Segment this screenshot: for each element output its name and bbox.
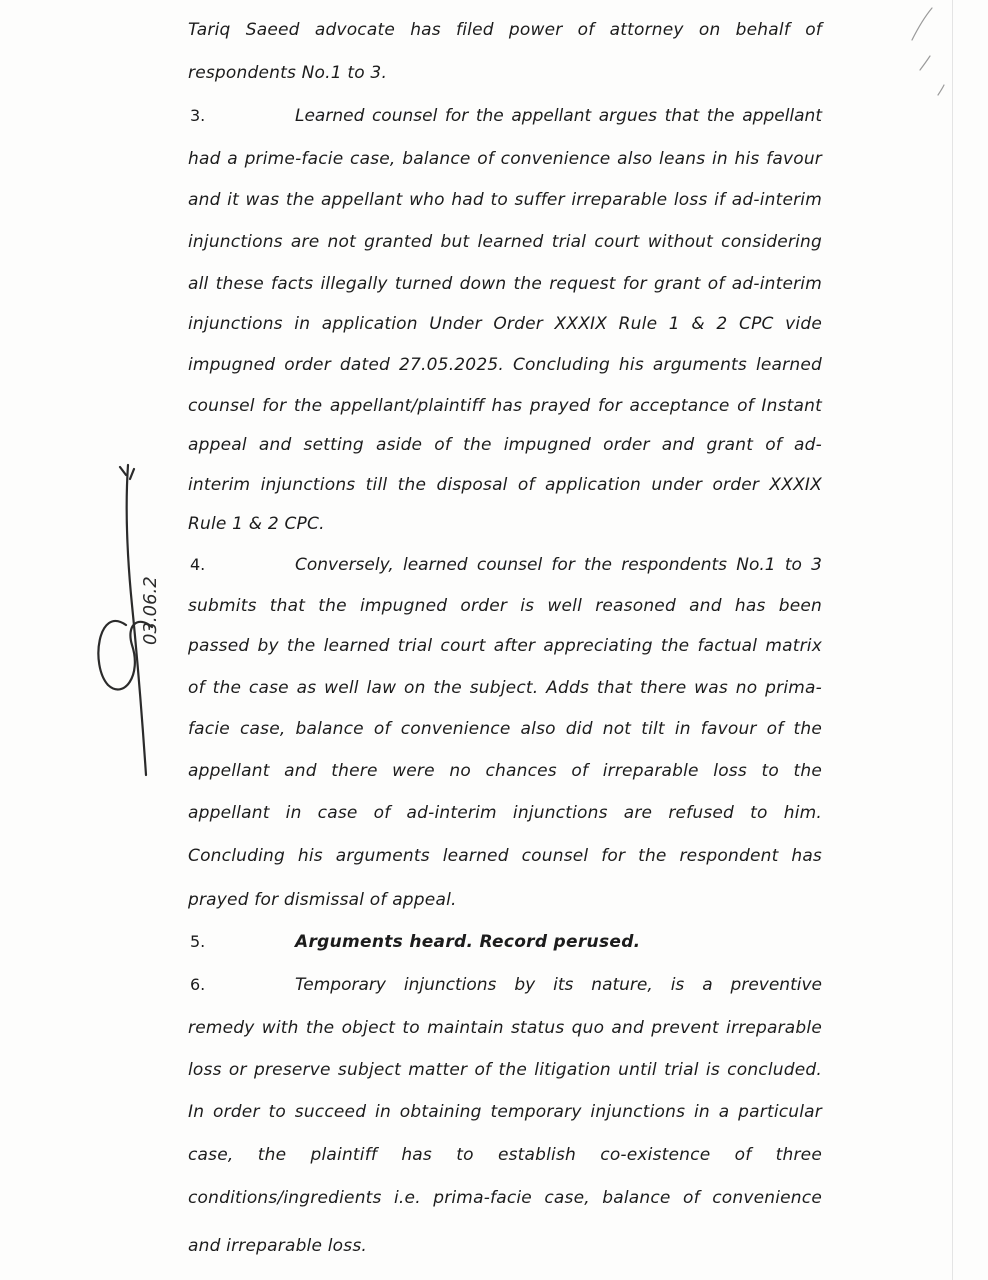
paragraph-lead: Conversely, learned counsel for the respondents No.1 to 3	[295, 555, 822, 575]
text-line: passed by the learned trial court after appreciating the factual matrix	[188, 636, 822, 656]
text-line: appellant and there were no chances of irreparable loss to the	[188, 761, 822, 781]
text-line: counsel for the appellant/plaintiff has prayed for acceptance of Instant	[188, 396, 822, 416]
text-line: injunctions are not granted but learned trial court without considering	[188, 232, 822, 252]
paragraph-lead: Arguments heard. Record perused.	[295, 932, 641, 952]
text-line: Concluding his arguments learned counsel for the respondent has	[188, 846, 822, 866]
paragraph-number: 5.	[190, 932, 206, 951]
text-line: appeal and setting aside of the impugned order and grant of ad-	[188, 435, 822, 455]
text-line: injunctions in application Under Order XXXIX Rule 1 & 2 CPC vide	[188, 314, 822, 334]
paragraph-number: 6.	[190, 975, 206, 994]
margin-date: 03.06.2	[140, 576, 161, 645]
text-line: and irreparable loss.	[188, 1236, 367, 1256]
text-line: remedy with the object to maintain status quo and prevent irreparable	[188, 1018, 822, 1038]
paragraph-number: 3.	[190, 106, 206, 125]
text-line: impugned order dated 27.05.2025. Concluding his arguments learned	[188, 355, 822, 375]
text-line: and it was the appellant who had to suffer irreparable loss if ad-interim	[188, 190, 822, 210]
handwritten-signature	[80, 455, 190, 789]
text-line: all these facts illegally turned down the request for grant of ad-interim	[188, 274, 822, 294]
text-line: of the case as well law on the subject. Adds that there was no prima-	[188, 678, 822, 698]
corner-scribble	[898, 0, 968, 124]
text-line: facie case, balance of convenience also did not tilt in favour of the	[188, 719, 822, 739]
text-line: conditions/ingredients i.e. prima-facie case, balance of convenience	[188, 1188, 822, 1208]
text-line: In order to succeed in obtaining temporary injunctions in a particular	[188, 1102, 822, 1122]
text-line: interim injunctions till the disposal of application under order XXXIX	[188, 475, 822, 495]
text-line: case, the plaintiff has to establish co-existence of three	[188, 1145, 822, 1165]
text-line: prayed for dismissal of appeal.	[188, 890, 457, 910]
text-line: appellant in case of ad-interim injunctions are refused to him.	[188, 803, 822, 823]
text-line: Rule 1 & 2 CPC.	[188, 514, 325, 534]
text-line: Tariq Saeed advocate has filed power of attorney on behalf of	[188, 20, 822, 40]
text-line: loss or preserve subject matter of the litigation until trial is concluded.	[188, 1060, 822, 1080]
text-line: submits that the impugned order is well reasoned and has been	[188, 596, 822, 616]
text-line: respondents No.1 to 3.	[188, 63, 388, 83]
paragraph-lead: Learned counsel for the appellant argues that the appellant	[295, 106, 822, 126]
text-line: had a prime-facie case, balance of convenience also leans in his favour	[188, 149, 822, 169]
paragraph-lead: Temporary injunctions by its nature, is a preventive	[295, 975, 822, 995]
page-edge-divider	[952, 0, 953, 1280]
paragraph-number: 4.	[190, 555, 206, 574]
